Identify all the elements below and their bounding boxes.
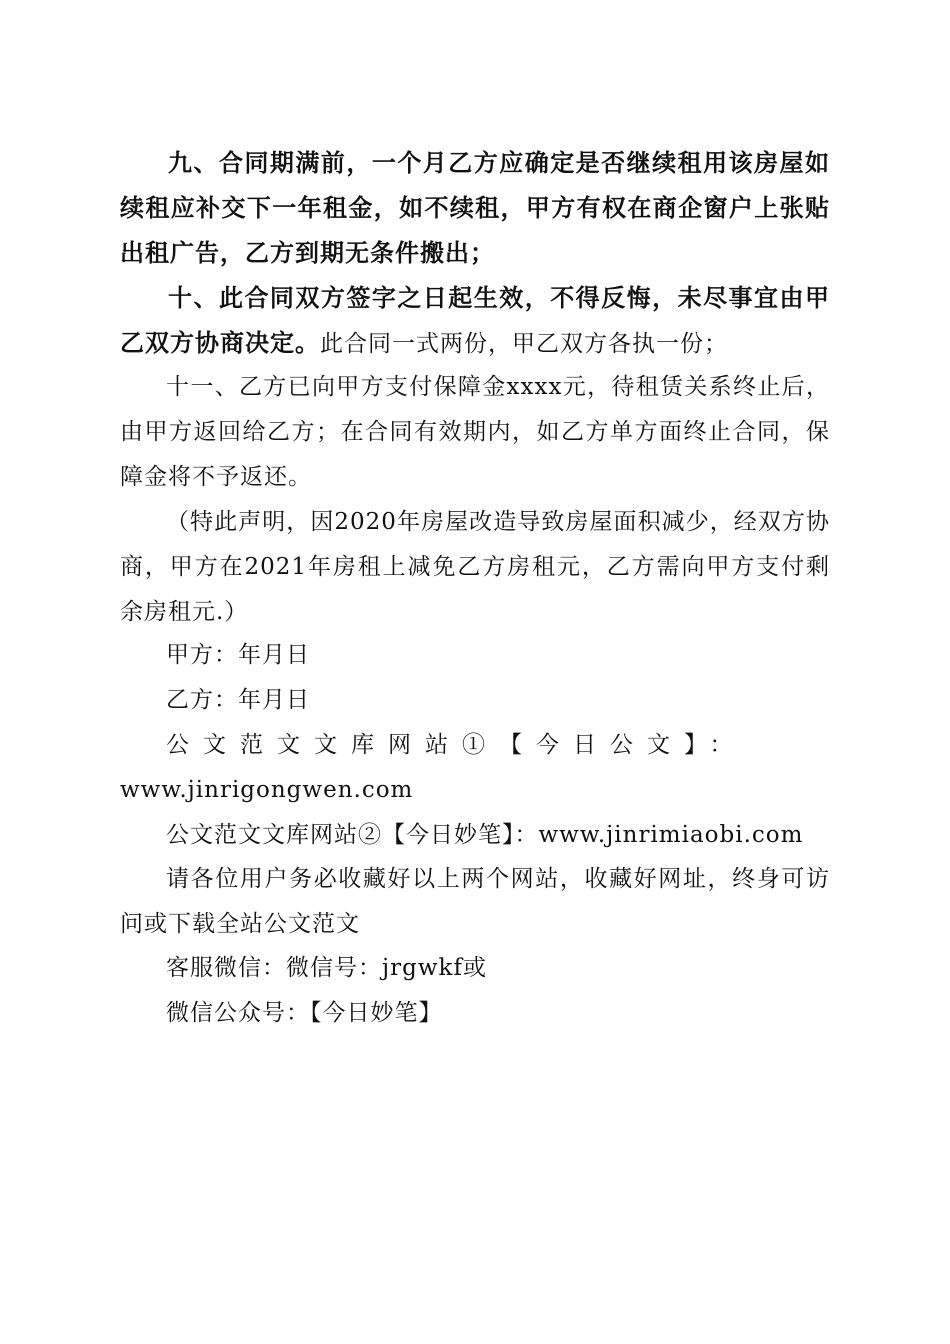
clause-eleven-text: 十一、乙方已向甲方支付保障金xxxx元，待租赁关系终止后，由甲方返回给乙方；在合同有效期内，如乙方单方面终止合同，保障金将不予返还。 bbox=[120, 374, 830, 490]
clause-ten-paragraph bbox=[120, 276, 830, 367]
clause-ten bbox=[120, 276, 830, 367]
statement-note bbox=[120, 500, 830, 635]
signatures bbox=[120, 633, 830, 723]
service-wechat-line: 客服微信：微信号：jrgwkf或 bbox=[166, 955, 487, 981]
website-two bbox=[120, 813, 830, 858]
website-two-text[interactable]: 公文范文文库网站②【今日妙笔】：www.jinrimiaobi.com bbox=[166, 822, 804, 848]
clause-eleven bbox=[120, 365, 830, 500]
statement-note-text: （特此声明，因2020年房屋改造导致房屋面积减少，经双方协商，甲方在2021年房租上减免乙方房租元，乙方需向甲方支付剩余房租元.） bbox=[120, 509, 830, 625]
clause-ten-rest-text: 此合同一式两份，甲乙双方各执一份； bbox=[320, 331, 728, 357]
official-account-line: 微信公众号：【今日妙笔】 bbox=[166, 1000, 443, 1026]
bookmark-notice-text: 请各位用户务必收藏好以上两个网站，收藏好网址，终身可访问或下载全站公文范文 bbox=[120, 866, 830, 937]
website-one-url[interactable]: www.jinrigongwen.com bbox=[120, 777, 414, 803]
clause-nine-text: 九、合同期满前，一个月乙方应确定是否继续租用该房屋如续租应补交下一年租金，如不续租，甲方有权在商企窗户上张贴出租广告，乙方到期无条件搬出； bbox=[120, 149, 830, 267]
contact-info bbox=[120, 946, 830, 1036]
website-one bbox=[120, 723, 830, 813]
clause-ten-bold-text: 十、此合同双方签字之日起生效，不得反悔，未尽事宜由甲乙双方协商决定。 bbox=[120, 284, 830, 357]
bookmark-notice bbox=[120, 857, 830, 947]
clause-nine bbox=[120, 141, 830, 276]
party-a-line: 甲方：年月日 bbox=[166, 642, 310, 668]
website-one-label: 公文范文文库网站①【今日公文】： bbox=[166, 732, 747, 758]
party-b-line: 乙方：年月日 bbox=[166, 687, 310, 713]
